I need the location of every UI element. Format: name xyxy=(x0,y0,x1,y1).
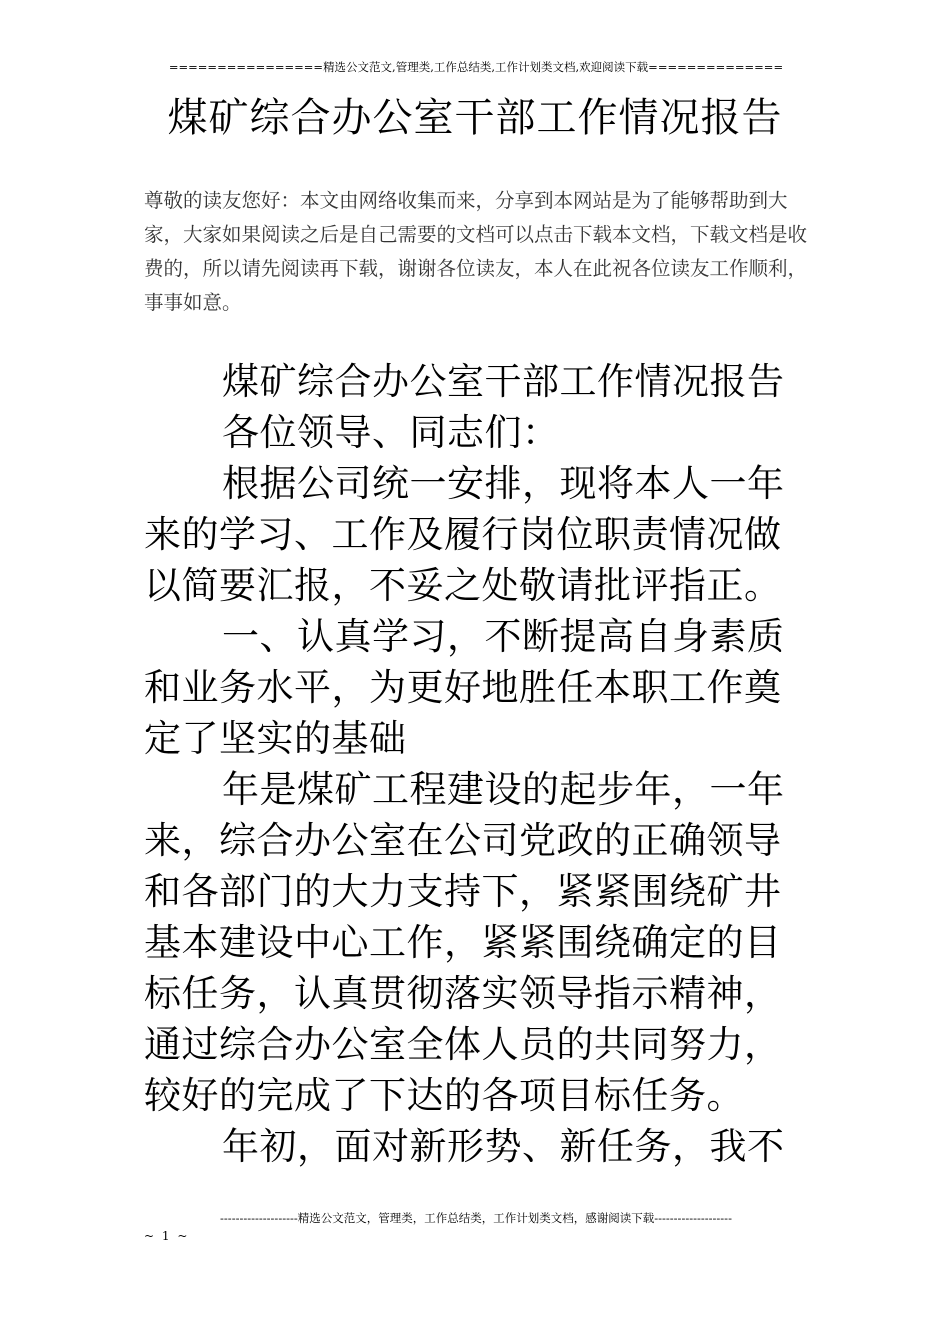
reader-notice: 尊敬的读友您好：本文由网络收集而来，分享到本网站是为了能够帮助到大家，大家如果阅读之后是自己需要的文档可以点击下载本文档，下载文档是收费的，所以请先阅读再下载，谢谢各位读友，本人在此祝各位读友工作顺利，事事如意。 xyxy=(144,189,808,314)
page-footer-banner: --------------------精选公文范文，管理类，工作总结类，工作计划类文档，感谢阅读下载-------------------- xyxy=(220,1211,732,1225)
document-body xyxy=(144,356,808,1172)
page-header-banner: ================精选公文范文,管理类,工作总结类,工作计划类文档,欢迎阅读下载============== xyxy=(168,60,784,74)
body-paragraph: 根据公司统一安排，现将本人一年来的学习、工作及履行岗位职责情况做以简要汇报，不妥之处敬请批评指正。 xyxy=(144,462,785,607)
body-heading: 煤矿综合办公室干部工作情况报告 xyxy=(222,360,785,403)
document-title: 煤矿综合办公室干部工作情况报告 xyxy=(167,95,783,141)
body-paragraph: 年初，面对新形势、新任务，我不 xyxy=(222,1125,785,1168)
page-number: ~ 1 ~ xyxy=(144,1229,190,1243)
salutation: 各位领导、同志们： xyxy=(222,411,560,454)
section-heading: 一、认真学习，不断提高自身素质和业务水平，为更好地胜任本职工作奠定了坚实的基础 xyxy=(144,615,785,760)
body-paragraph: 年是煤矿工程建设的起步年，一年来，综合办公室在公司党政的正确领导和各部门的大力支持下，紧紧围绕矿井基本建设中心工作，紧紧围绕确定的目标任务，认真贯彻落实领导指示精神，通过综合办公室全体人员的共同努力，较好的完成了下达的各项目标任务。 xyxy=(144,768,785,1117)
